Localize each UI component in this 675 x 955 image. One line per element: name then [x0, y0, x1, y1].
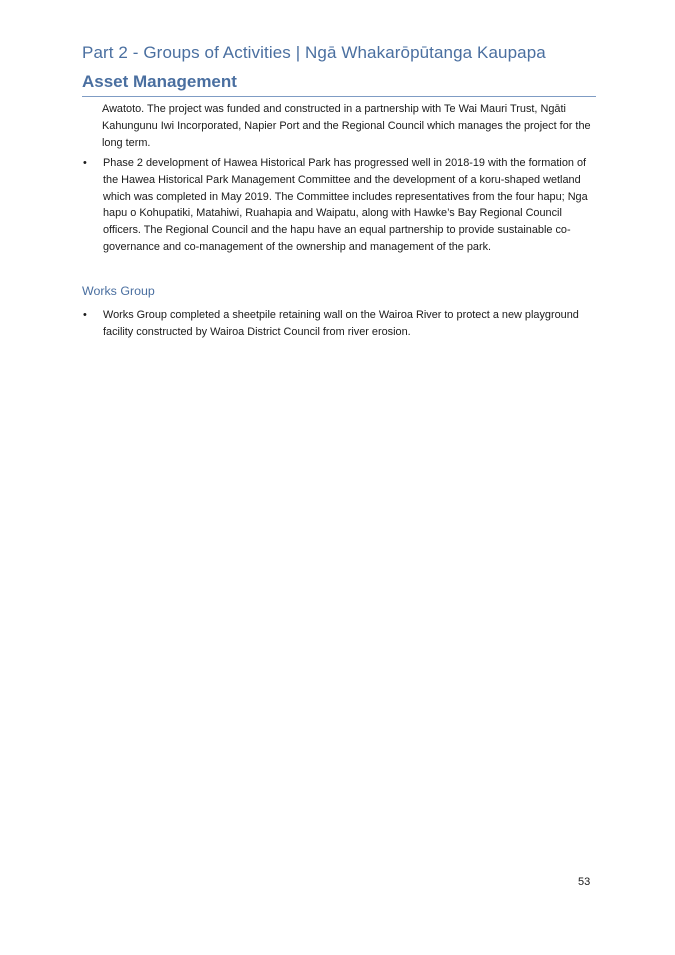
section-title: Asset Management [82, 72, 237, 91]
list-item-text: Works Group completed a sheetpile retaining wall on the Wairoa River to protect a new playground facility constructed by Wairoa District Council from river erosion. [103, 309, 579, 338]
list-item [82, 155, 594, 256]
works-group-heading: Works Group [82, 284, 155, 298]
section-divider [82, 96, 596, 97]
bullet-icon: • [83, 157, 87, 169]
bullet-icon: • [83, 309, 87, 321]
list-item-text: Phase 2 development of Hawea Historical Park has progressed well in 2018-19 with the formation of the Hawea Historical Park Management Committee and the development of a koru-shaped wetland which was completed in May 2019. The Committee includes representatives from the four hapu; Nga hapu o Kohupatiki, Matahiwi, Ruahapia and Waipatu, along with Hawke’s Bay Regional Council officers. The Regional Council and the hapu have an equal partnership to provide sustainable co-governance and co-management of the ownership and management of the park. [103, 157, 588, 253]
continued-paragraph: Awatoto. The project was funded and constructed in a partnership with Te Wai Mauri Trust, Ngāti Kahungunu Iwi Incorporated, Napier Port and the Regional Council which manages the project for the long term. [102, 103, 591, 149]
list-item [82, 307, 594, 341]
part-title: Part 2 - Groups of Activities | Ngā Whakarōpūtanga Kaupapa [82, 43, 546, 62]
page-number: 53 [578, 876, 591, 888]
